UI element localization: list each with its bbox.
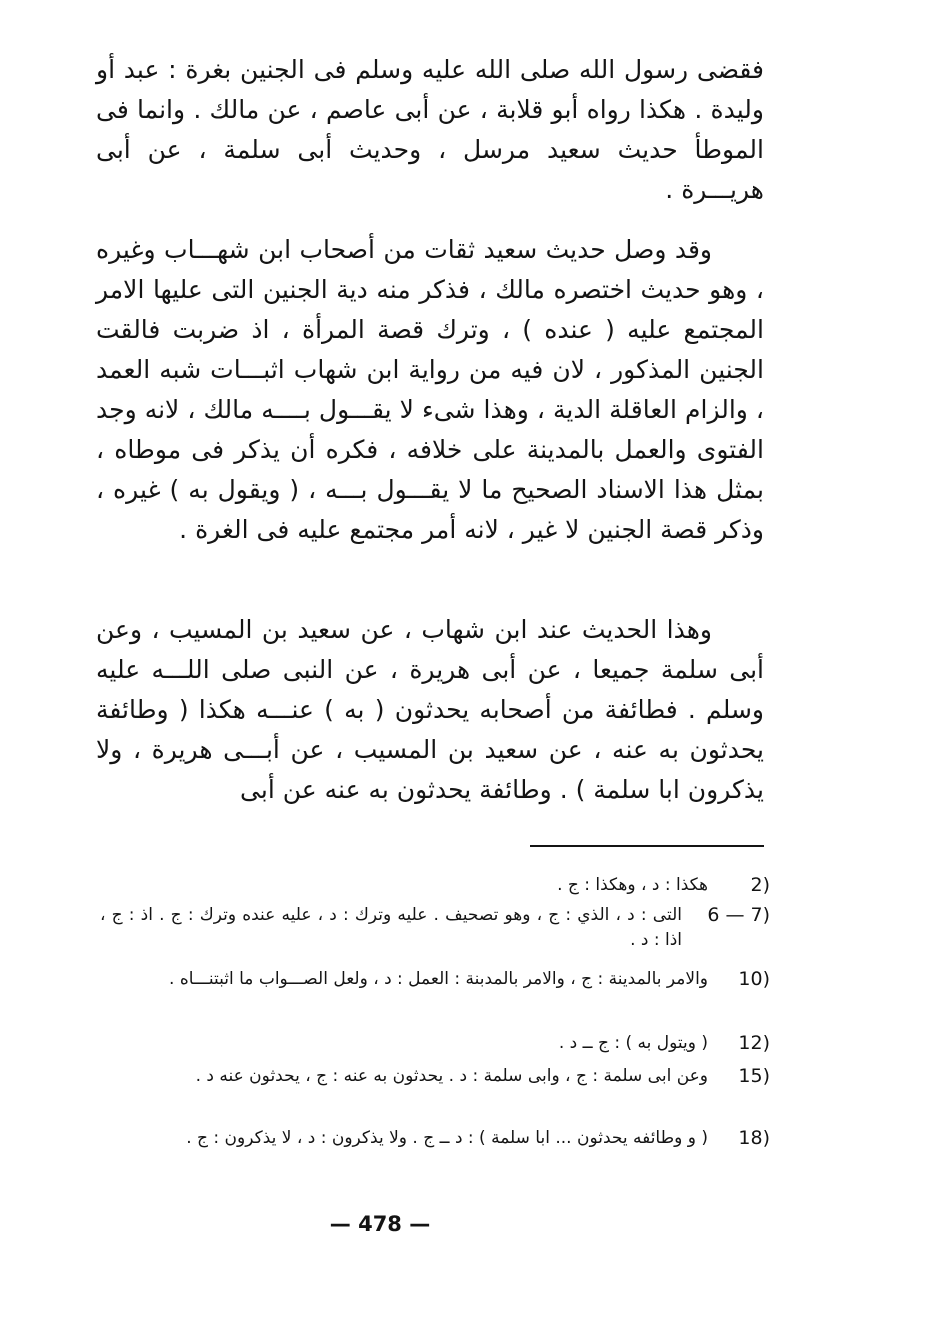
footnote-text: والامر بالمدينة : ج ، والامر بالمدبنة : العمل : د ، ولعل الصـــواب ما اثبتنـــاه . [169, 969, 708, 989]
footnote-text: هكذا : د ، وهكذا : ج . [557, 875, 708, 895]
body-paragraph-2: وقد وصل حديث سعيد ثقات من أصحاب ابن شهـــاب وغيره ، وهو حديث اختصره مالك ، فذكر منه دية الجنين التى عليها الامر المجتمع عليه ( عنده ) ، وترك قصة المرأة ، اذ ضربت فالقت الجنين المذكور ، لان فيه من رواية ابن شهاب اثبـــات شبه العمد ، والزام العاقلة الدية ، وهذا شىء لا يقـــول بــــه مالك ، لانه وجد الفتوى والعمل بالمدينة على خلافه ، فكره أن يذكر فى موطاه ، بمثل هذا الاسناد الصحيح ما لا يقـــول بـــه ، ( ويقول به ) غيره ، وذكر قصة الجنين لا غير ، لانه أمر مجتمع عليه فى الغرة . [96, 235, 764, 544]
footnote-text: وعن ابى سلمة : ج ، وابى سلمة : د . يحدثون به عنه : ج ، يحدثون عنه د . [195, 1066, 708, 1086]
footnote-number: 15) [738, 1065, 770, 1087]
footnote-number: 2) [750, 874, 770, 896]
footnote-separator [530, 845, 764, 847]
footnote-number: 12) [738, 1032, 770, 1054]
footnote-text: ( و وطائفه يحدثون ... ابا سلمة ) : د ــ ج . ولا يذكرون : د ، لا يذكرون : ج . [186, 1128, 708, 1148]
footnote-number: 6 — 7) [707, 904, 770, 926]
body-paragraph-1: فقضى رسول الله صلى الله عليه وسلم فى الجنين بغرة : عبد أو وليدة . هكذا رواه أبو قلابة ، عن أبى عاصم ، عن مالك . وانما فى الموطأ حديث سعيد مرسل ، وحديث أبى سلمة ، عن أبى هريـــرة . [96, 55, 764, 204]
footnote-text: ( ويتول به ) : ج ــ د . [558, 1033, 708, 1053]
body-paragraph-3: وهذا الحديث عند ابن شهاب ، عن سعيد بن المسيب ، وعن أبى سلمة جميعا ، عن أبى هريرة ، عن النبى صلى اللـــه عليه وسلم . فطائفة من أصحابه يحدثون ( به ) عنـــه هكذا ( وطائفة يحدثون به عنه ، عن سعيد بن المسيب ، عن أبـــى هريرة ، ولا يذكرون ابا سلمة ) . وطائفة يحدثون به عنه عن أبى [96, 615, 764, 804]
footnote-number: 10) [738, 968, 770, 990]
page-number: — 478 — [329, 1212, 431, 1236]
footnote-text: التى : د ، الذي : ج ، وهو تصحيف . عليه وترك : د ، عليه عنده وترك : ج . اذ : ج ، اذا : د . [100, 905, 682, 950]
footnote-number: 18) [738, 1127, 770, 1149]
